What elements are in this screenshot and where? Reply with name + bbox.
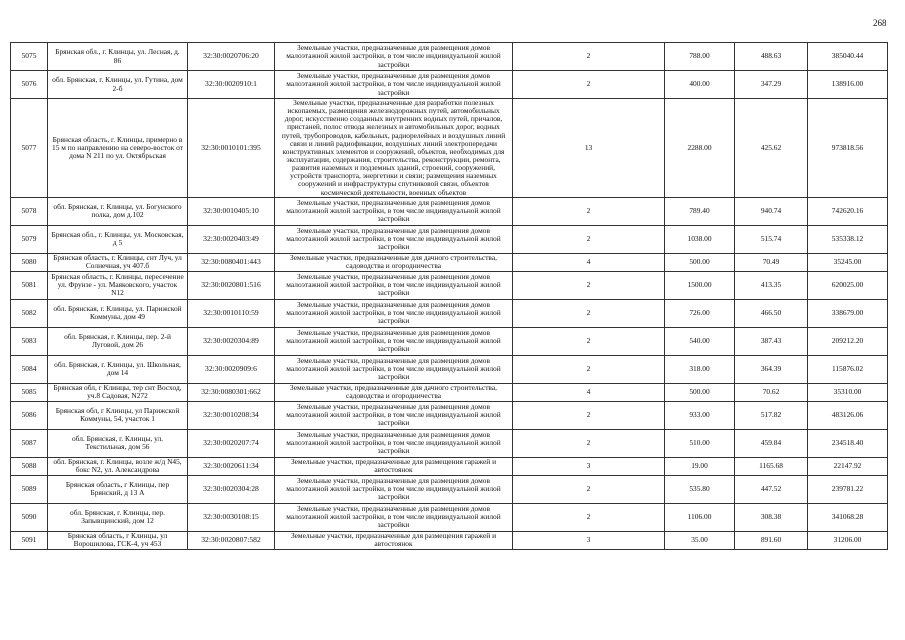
- row-number: 5084: [11, 355, 48, 383]
- page-number: 268: [873, 18, 887, 28]
- row-number: 5077: [11, 99, 48, 198]
- row-number: 5080: [11, 253, 48, 271]
- row-number: 5085: [11, 383, 48, 401]
- cadastral-value-cell: 138916.00: [808, 71, 888, 99]
- table-row: [11, 429, 888, 457]
- address-cell: обл. Брянская, г. Клинцы, ул. Школьная, дом 14: [48, 355, 188, 383]
- purpose-cell: Земельные участки, предназначенные для размещения домов малоэтажной жилой застройки, в том числе индивидуальной жилой застройки: [275, 197, 513, 225]
- rate-cell: 413.35: [735, 271, 808, 299]
- purpose-cell: Земельные участки, предназначенные для размещения домов малоэтажной жилой застройки, в том числе индивидуальной жилой застройки: [275, 429, 513, 457]
- cadastral-value-cell: 620025.00: [808, 271, 888, 299]
- area-cell: 788.00: [665, 43, 735, 71]
- rate-cell: 70.62: [735, 383, 808, 401]
- area-cell: 510.00: [665, 429, 735, 457]
- rate-cell: 70.49: [735, 253, 808, 271]
- address-cell: Брянская обл, г Клинцы, тер снт Восход, уч.8 Садовая, N272: [48, 383, 188, 401]
- rate-cell: 1165.68: [735, 457, 808, 475]
- cadastral-value-cell: 209212.20: [808, 327, 888, 355]
- address-cell: Брянская область, г. Клинцы, пересечение ул. Фрунзе - ул. Маяковского, участок N12: [48, 271, 188, 299]
- row-number: 5089: [11, 475, 48, 503]
- purpose-cell: Земельные участки, предназначенные для размещения домов малоэтажной жилой застройки, в том числе индивидуальной жилой застройки: [275, 327, 513, 355]
- row-number: 5083: [11, 327, 48, 355]
- address-cell: обл. Брянская, г. Клинцы, пер. Запывщинский, дом 12: [48, 503, 188, 531]
- cadastral-number-cell: 32:30:0010101:395: [188, 99, 275, 198]
- cadastral-value-cell: 22147.92: [808, 457, 888, 475]
- area-cell: 500.00: [665, 383, 735, 401]
- row-number: 5090: [11, 503, 48, 531]
- cadastral-value-cell: 35310.00: [808, 383, 888, 401]
- table-row: [11, 71, 888, 99]
- rate-cell: 425.62: [735, 99, 808, 198]
- cadastral-number-cell: 32:30:0020611:34: [188, 457, 275, 475]
- group-cell: 2: [513, 43, 665, 71]
- group-cell: 13: [513, 99, 665, 198]
- purpose-cell: Земельные участки, предназначенные для размещения домов малоэтажной жилой застройки, в том числе индивидуальной жилой застройки: [275, 355, 513, 383]
- address-cell: обл. Брянская, г. Клинцы, ул. Парижской Коммуны, дом 49: [48, 299, 188, 327]
- cadastral-number-cell: 32:30:0020706:20: [188, 43, 275, 71]
- address-cell: Брянская обл, г Клинцы, ул Парижской Коммуны, 54, участок 1: [48, 401, 188, 429]
- table-row: [11, 475, 888, 503]
- address-cell: Брянская область, г Клинцы, пер Брянский, д 13 А: [48, 475, 188, 503]
- address-cell: Брянская область, г. Клинцы, снт Луч, ул Солнечная, уч 407.б: [48, 253, 188, 271]
- cadastral-value-cell: 31206.00: [808, 531, 888, 549]
- area-cell: 540.00: [665, 327, 735, 355]
- area-cell: 535.80: [665, 475, 735, 503]
- rate-cell: 940.74: [735, 197, 808, 225]
- row-number: 5088: [11, 457, 48, 475]
- area-cell: 1106.00: [665, 503, 735, 531]
- address-cell: обл. Брянская, г. Клинцы, возле ж/д N45, бокс N2, ул. Александрова: [48, 457, 188, 475]
- area-cell: 500.00: [665, 253, 735, 271]
- group-cell: 2: [513, 71, 665, 99]
- area-cell: 400.00: [665, 71, 735, 99]
- cadastral-value-cell: 742620.16: [808, 197, 888, 225]
- row-number: 5091: [11, 531, 48, 549]
- row-number: 5076: [11, 71, 48, 99]
- cadastral-number-cell: 32:30:0020801:516: [188, 271, 275, 299]
- cadastral-value-cell: 483126.06: [808, 401, 888, 429]
- purpose-cell: Земельные участки, предназначенные для дачного строительства, садоводства и огородничества: [275, 383, 513, 401]
- area-cell: 2288.00: [665, 99, 735, 198]
- table-row: [11, 253, 888, 271]
- area-cell: 726.00: [665, 299, 735, 327]
- purpose-cell: Земельные участки, предназначенные для размещения гаражей и автостоянок: [275, 531, 513, 549]
- rate-cell: 891.60: [735, 531, 808, 549]
- row-number: 5082: [11, 299, 48, 327]
- group-cell: 2: [513, 429, 665, 457]
- table-row: [11, 355, 888, 383]
- group-cell: 2: [513, 475, 665, 503]
- group-cell: 3: [513, 531, 665, 549]
- cadastral-number-cell: 32:30:0020909:6: [188, 355, 275, 383]
- cadastral-number-cell: 32:30:0010405:10: [188, 197, 275, 225]
- area-cell: 1038.00: [665, 225, 735, 253]
- cadastral-number-cell: 32:30:0020207:74: [188, 429, 275, 457]
- area-cell: 35.00: [665, 531, 735, 549]
- cadastral-value-cell: 239781.22: [808, 475, 888, 503]
- rate-cell: 347.29: [735, 71, 808, 99]
- address-cell: Брянская область, г. Клинцы, примерно в 15 м по направлению на северо-восток от дома N 211 по ул. Октябрьская: [48, 99, 188, 198]
- area-cell: 1500.00: [665, 271, 735, 299]
- cadastral-value-table: [10, 42, 888, 550]
- group-cell: 2: [513, 271, 665, 299]
- group-cell: 2: [513, 299, 665, 327]
- purpose-cell: Земельные участки, предназначенные для размещения гаражей и автостоянок: [275, 457, 513, 475]
- address-cell: обл. Брянская, г. Клинцы, пер. 2-й Луговой, дом 26: [48, 327, 188, 355]
- cadastral-value-cell: 535338.12: [808, 225, 888, 253]
- area-cell: 789.40: [665, 197, 735, 225]
- row-number: 5086: [11, 401, 48, 429]
- purpose-cell: Земельные участки, предназначенные для размещения домов малоэтажной жилой застройки, в том числе индивидуальной жилой застройки: [275, 225, 513, 253]
- table-row: [11, 197, 888, 225]
- address-cell: обл. Брянская, г. Клинцы, ул. Гутина, дом 2-б: [48, 71, 188, 99]
- group-cell: 2: [513, 225, 665, 253]
- table-row: [11, 457, 888, 475]
- rate-cell: 466.50: [735, 299, 808, 327]
- cadastral-number-cell: 32:30:0010110:59: [188, 299, 275, 327]
- address-cell: Брянская обл., г. Клинцы, ул. Лесная, д. 86: [48, 43, 188, 71]
- area-cell: 19.00: [665, 457, 735, 475]
- area-cell: 933.00: [665, 401, 735, 429]
- rate-cell: 308.38: [735, 503, 808, 531]
- table-row: [11, 43, 888, 71]
- purpose-cell: Земельные участки, предназначенные для дачного строительства, садоводства и огородничества: [275, 253, 513, 271]
- group-cell: 2: [513, 197, 665, 225]
- rate-cell: 488.63: [735, 43, 808, 71]
- row-number: 5079: [11, 225, 48, 253]
- rate-cell: 447.52: [735, 475, 808, 503]
- cadastral-number-cell: 32:30:0080301:662: [188, 383, 275, 401]
- cadastral-value-cell: 973818.56: [808, 99, 888, 198]
- cadastral-number-cell: 32:30:0020304:28: [188, 475, 275, 503]
- cadastral-value-cell: 338679.00: [808, 299, 888, 327]
- cadastral-number-cell: 32:30:0020910:1: [188, 71, 275, 99]
- table-row: [11, 99, 888, 198]
- row-number: 5087: [11, 429, 48, 457]
- purpose-cell: Земельные участки, предназначенные для разработки полезных ископаемых, размещения железнодорожных путей, автомобильных дорог, искусственно созданных внутренних водных путей, причалов, пристаней, полос отвода железных и автомобильных дорог, водных путей, трубопроводов, кабельных, радиорелейных и воздушных линий связи и линий радиофикации, воздушных линий электропередачи конструктивных элементов и сооружений, объектов, необходимых для эксплуатации, содержания, строительства, реконструкции, ремонта, развития наземных и подземных зданий, строений, сооружений, устройств транспорта, энергетики и связи; размещения наземных сооружений и инфраструктуры спутниковой связи, объектов космической деятельности, военных объектов: [275, 99, 513, 198]
- table-row: [11, 327, 888, 355]
- purpose-cell: Земельные участки, предназначенные для размещения домов малоэтажной жилой застройки, в том числе индивидуальной жилой застройки: [275, 271, 513, 299]
- rate-cell: 364.39: [735, 355, 808, 383]
- table-row: [11, 299, 888, 327]
- rate-cell: 387.43: [735, 327, 808, 355]
- table-row: [11, 383, 888, 401]
- group-cell: 2: [513, 503, 665, 531]
- rate-cell: 515.74: [735, 225, 808, 253]
- cadastral-number-cell: 32:30:0020807:582: [188, 531, 275, 549]
- group-cell: 2: [513, 401, 665, 429]
- rate-cell: 517.82: [735, 401, 808, 429]
- cadastral-value-cell: 35245.00: [808, 253, 888, 271]
- purpose-cell: Земельные участки, предназначенные для размещения домов малоэтажной жилой застройки, в том числе индивидуальной жилой застройки: [275, 299, 513, 327]
- purpose-cell: Земельные участки, предназначенные для размещения домов малоэтажной жилой застройки, в том числе индивидуальной жилой застройки: [275, 475, 513, 503]
- group-cell: 3: [513, 457, 665, 475]
- row-number: 5081: [11, 271, 48, 299]
- table-row: [11, 225, 888, 253]
- address-cell: обл. Брянская, г. Клинцы, ул. Богунского полка, дом д.102: [48, 197, 188, 225]
- group-cell: 2: [513, 355, 665, 383]
- cadastral-number-cell: 32:30:0020304:89: [188, 327, 275, 355]
- purpose-cell: Земельные участки, предназначенные для размещения домов малоэтажной жилой застройки, в том числе индивидуальной жилой застройки: [275, 401, 513, 429]
- cadastral-value-cell: 385040.44: [808, 43, 888, 71]
- table-row: [11, 503, 888, 531]
- address-cell: Брянская обл., г. Клинцы, ул. Московская, д 5: [48, 225, 188, 253]
- group-cell: 4: [513, 253, 665, 271]
- table-row: [11, 271, 888, 299]
- address-cell: обл. Брянская, г. Клинцы, ул. Текстильная, дом 56: [48, 429, 188, 457]
- row-number: 5075: [11, 43, 48, 71]
- row-number: 5078: [11, 197, 48, 225]
- rate-cell: 459.84: [735, 429, 808, 457]
- cadastral-value-cell: 234518.40: [808, 429, 888, 457]
- cadastral-number-cell: 32:30:0030108:15: [188, 503, 275, 531]
- cadastral-number-cell: 32:30:0020403:49: [188, 225, 275, 253]
- purpose-cell: Земельные участки, предназначенные для размещения домов малоэтажной жилой застройки, в том числе индивидуальной жилой застройки: [275, 43, 513, 71]
- group-cell: 4: [513, 383, 665, 401]
- group-cell: 2: [513, 327, 665, 355]
- table-row: [11, 531, 888, 549]
- area-cell: 318.00: [665, 355, 735, 383]
- address-cell: Брянская область, г Клинцы, ул Ворошилова, ГСК-4, уч 453: [48, 531, 188, 549]
- cadastral-number-cell: 32:30:0010208:34: [188, 401, 275, 429]
- cadastral-value-cell: 115876.02: [808, 355, 888, 383]
- cadastral-number-cell: 32:30:0080401:443: [188, 253, 275, 271]
- cadastral-value-cell: 341068.28: [808, 503, 888, 531]
- purpose-cell: Земельные участки, предназначенные для размещения домов малоэтажной жилой застройки, в том числе индивидуальной жилой застройки: [275, 503, 513, 531]
- purpose-cell: Земельные участки, предназначенные для размещения домов малоэтажной жилой застройки, в том числе индивидуальной жилой застройки: [275, 71, 513, 99]
- table-row: [11, 401, 888, 429]
